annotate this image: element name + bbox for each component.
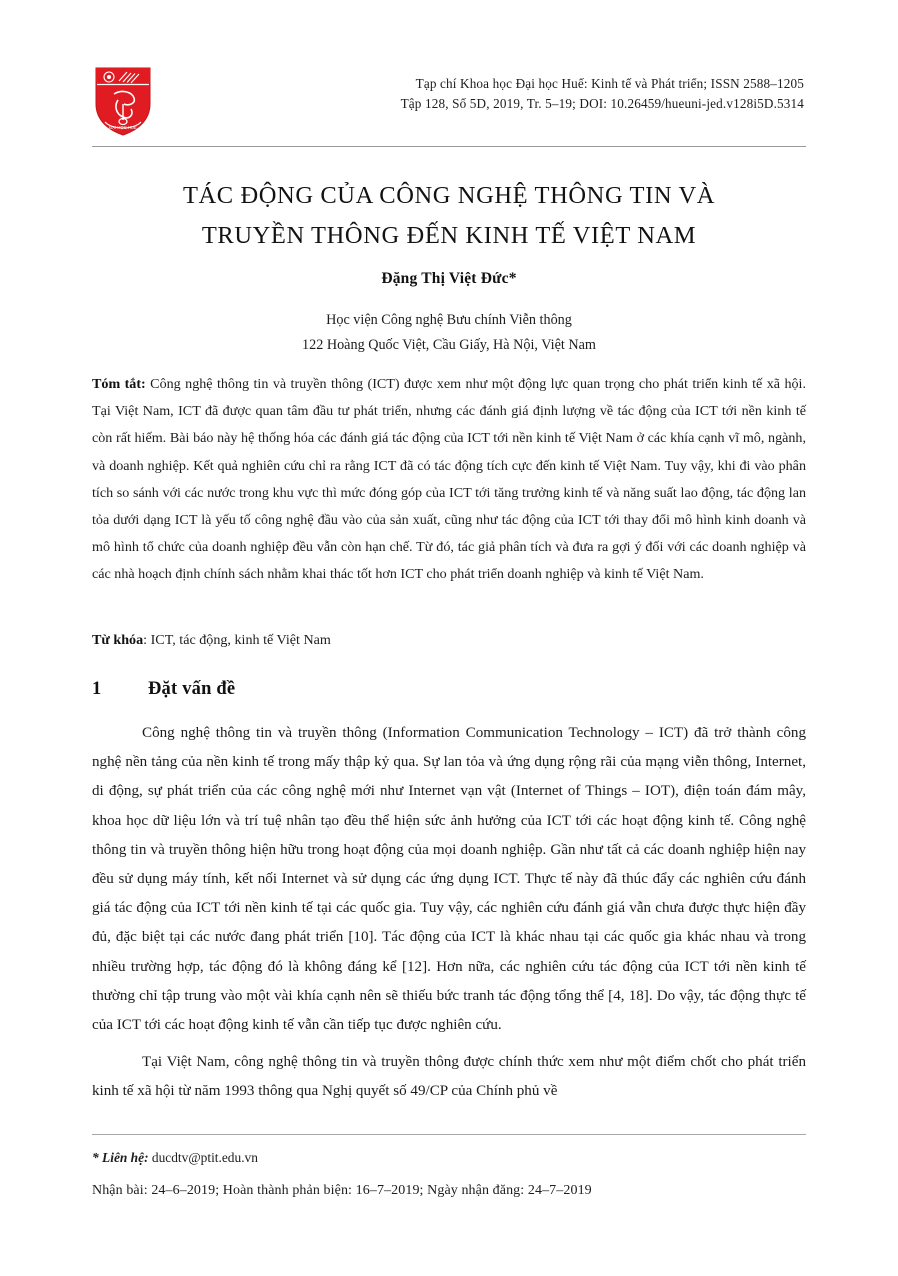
contact-email[interactable]: ducdtv@ptit.edu.vn bbox=[148, 1150, 258, 1165]
hue-university-crest-icon bbox=[92, 64, 154, 138]
abstract-text: Công nghệ thông tin và truyền thông (ICT) được xem như một động lực quan trọng cho phát triển kinh tế xã hội. Tại Việt Nam, ICT đã được quan tâm đầu tư phát triển, nhưng các đánh giá định lượng về tác động của ICT tới nền kinh tế còn rất hiếm. Bài báo này hệ thống hóa các đánh giá tác động của ICT tới nền kinh tế Việt Nam ở các khía cạnh vĩ mô, ngành, và doanh nghiệp. Kết quả nghiên cứu chỉ ra rằng ICT đã có tác động tích cực đến kinh tế Việt Nam. Tuy vậy, khi đi vào phân tích so sánh với các nước trong khu vực thì mức đóng góp của ICT tới tăng trưởng kinh tế và năng suất lao động, tác động lan tỏa dưới dạng ICT là yếu tố công nghệ đầu vào của sản xuất, cũng như tác động của ICT tới thay đổi mô hình kinh doanh và mô hình tổ chức của doanh nghiệp đều vẫn còn hạn chế. Từ đó, tác giả phân tích và đưa ra gợi ý đối với các doanh nghiệp và các nhà hoạch định chính sách nhằm khai thác tốt hơn ICT cho phát triển doanh nghiệp và kinh tế Việt Nam. bbox=[92, 376, 807, 583]
abstract-paragraph bbox=[92, 371, 806, 589]
abstract-label: Tóm tắt: bbox=[92, 376, 146, 392]
affiliation-address: 122 Hoàng Quốc Việt, Cầu Giấy, Hà Nội, Việt Nam bbox=[302, 336, 596, 353]
body-content bbox=[92, 719, 806, 1115]
title-line-2: TRUYỀN THÔNG ĐẾN KINH TẾ VIỆT NAM bbox=[201, 222, 697, 249]
body-paragraph-2: Tại Việt Nam, công nghệ thông tin và truyền thông được chính thức xem như một điểm chốt cho phát triển kinh tế xã hội từ năm 1993 thông qua Nghị quyết số 49/CP của Chính phủ về bbox=[92, 1054, 806, 1100]
body-paragraph-1: Công nghệ thông tin và truyền thông (Information Communication Technology – ICT) đã trở thành công nghệ nền tảng của nền kinh tế trong mấy thập kỷ qua. Sự lan tỏa và ứng dụng rộng rãi của mạng viễn thông, Internet, di động, sự phát triển của các công nghệ mới như Internet vạn vật (Internet of Things – IOT), điện toán đám mây, khoa học dữ liệu lớn và trí tuệ nhân tạo đều thể hiện sức ảnh hưởng của ICT tới các hoạt động kinh tế. Công nghệ thông tin và truyền thông hiện hữu trong hoạt động của mọi doanh nghiệp. Gần như tất cả các doanh nghiệp hiện nay đều sử dụng máy tính, kết nối Internet và sử dụng các ứng dụng ICT. Thực tế này đã thúc đẩy các nghiên cứu đánh giá tác động của ICT tới nền kinh tế tại các quốc gia. Tuy vậy, các nghiên cứu đánh giá vẫn chưa được thực hiện đầy đủ, đặc biệt tại các nước đang phát triển [10]. Tác động của ICT là khác nhau tại các quốc gia khác nhau và trong nhiều trường hợp, tác động đó là không đáng kể [12]. Hơn nữa, các nghiên cứu tác động của ICT tới nền kinh tế thường chỉ tập trung vào một vài khía cạnh nên sẽ thiếu bức tranh tác động tổng thể [4, 18]. Do vậy, tác động thực tế của ICT tới các hoạt động kinh tế vẫn cần tiếp tục được nghiên cứu. bbox=[92, 725, 806, 1034]
section-title: Đặt vấn đề bbox=[148, 679, 236, 699]
keywords-label: Từ khóa bbox=[92, 632, 144, 648]
affiliation-block bbox=[92, 308, 806, 357]
journal-volume-line: Tập 128, Số 5D, 2019, Tr. 5–19; DOI: 10.26459/hueuni-jed.v128i5D.5314 bbox=[400, 95, 804, 111]
contact-label: * Liên hệ: bbox=[92, 1150, 149, 1165]
page-title bbox=[92, 176, 806, 256]
footer-divider bbox=[92, 1134, 806, 1135]
svg-text:ĐẠI HỌC HUẾ: ĐẠI HỌC HUẾ bbox=[109, 125, 137, 130]
corresponding-contact bbox=[92, 1146, 806, 1170]
journal-info bbox=[154, 62, 806, 113]
journal-masthead bbox=[92, 62, 806, 142]
submission-dates: Nhận bài: 24–6–2019; Hoàn thành phản biện: 16–7–2019; Ngày nhận đăng: 24–7–2019 bbox=[92, 1183, 592, 1198]
header-divider bbox=[92, 146, 806, 147]
footnote-block bbox=[92, 1146, 806, 1204]
keywords-section bbox=[92, 627, 806, 654]
affiliation-institution: Học viện Công nghệ Bưu chính Viễn thông bbox=[326, 312, 572, 328]
abstract-section bbox=[92, 371, 806, 589]
title-line-1: TÁC ĐỘNG CỦA CÔNG NGHỆ THÔNG TIN VÀ bbox=[182, 182, 716, 209]
journal-title-line: Tạp chí Khoa học Đại học Huế: Kinh tế và Phát triển; ISSN 2588–1205 bbox=[415, 76, 804, 91]
author-block bbox=[92, 267, 806, 291]
section-heading bbox=[92, 679, 806, 700]
author-name: Đặng Thị Việt Đức* bbox=[381, 270, 517, 287]
keywords-text: : ICT, tác động, kinh tế Việt Nam bbox=[143, 632, 331, 648]
section-number: 1 bbox=[92, 679, 102, 699]
